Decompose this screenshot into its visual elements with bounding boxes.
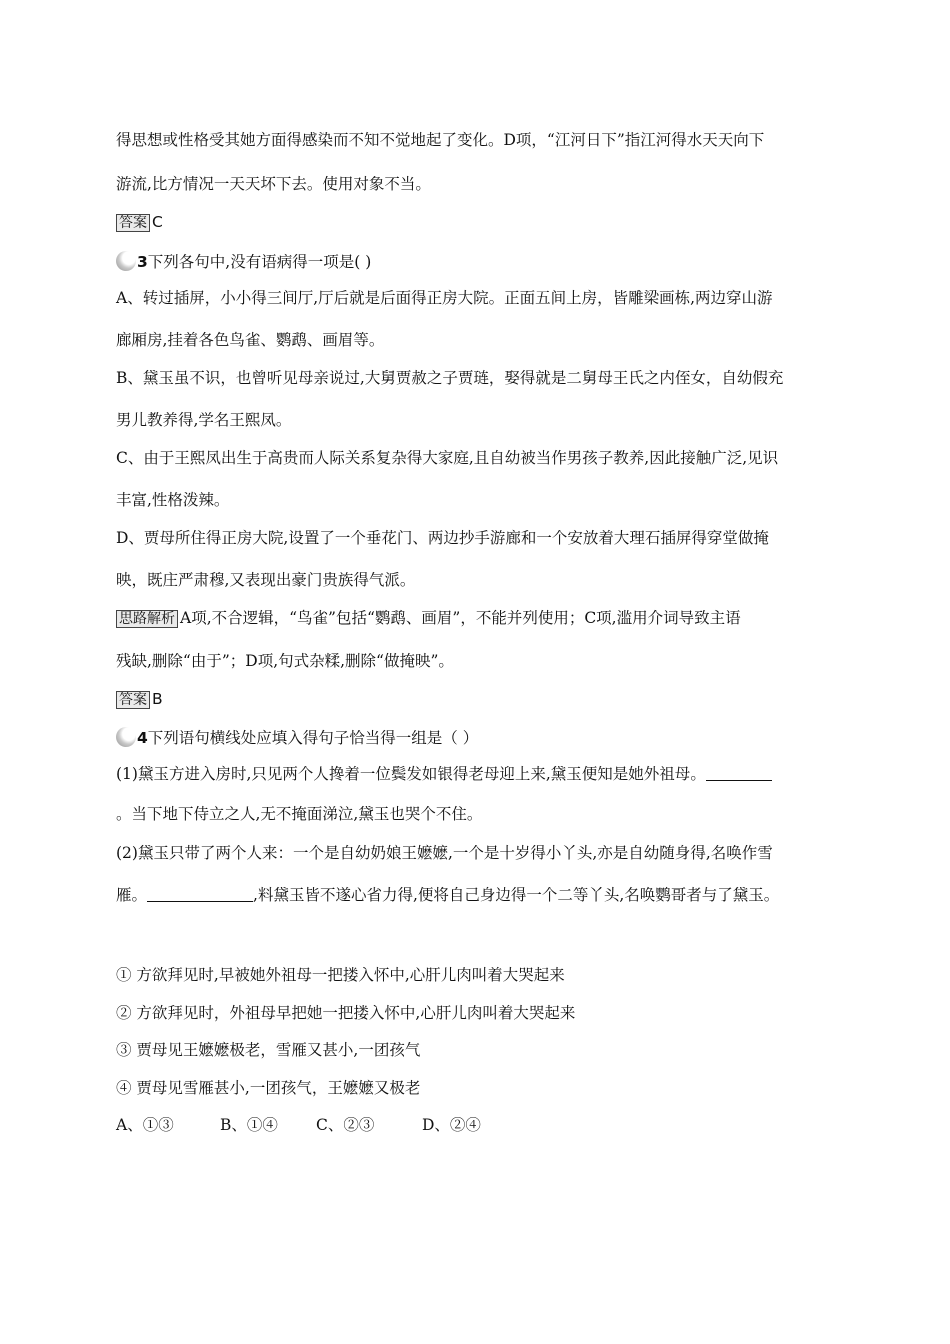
option-line: C、由于王熙凤出生于高贵而人际关系复杂得大家庭,且自幼被当作男孩子教养,因此接触广泛,见识 [116, 449, 779, 467]
text-line: 得思想或性格受其她方面得感染而不知不觉地起了变化。D项，“江河日下”指江河得水天天向下 [116, 131, 765, 149]
answer-line [116, 689, 163, 709]
fill-blank [147, 887, 253, 902]
sentence-line [116, 764, 772, 784]
choice-d: D、②④ [422, 1116, 481, 1134]
analysis-label: 思路解析 [116, 610, 178, 628]
question-bullet-icon [116, 251, 136, 271]
answer-line [116, 212, 163, 232]
question-number: 3 [137, 253, 148, 271]
option-line: ③ 贾母见王嬷嬷极老，雪雁又甚小,一团孩气 [116, 1041, 421, 1059]
answer-value: C [152, 213, 163, 231]
text-line: 游流,比方情况一天天坏下去。使用对象不当。 [116, 175, 431, 193]
sentence-line: 。当下地下侍立之人,无不掩面涕泣,黛玉也哭个不住。 [116, 805, 483, 823]
fill-blank [706, 766, 772, 781]
option-line: B、黛玉虽不识，也曾听见母亲说过,大舅贾赦之子贾琏，娶得就是二舅母王氏之内侄女，自幼假充 [116, 369, 784, 387]
choices-row [116, 1115, 481, 1135]
answer-label: 答案 [116, 214, 150, 232]
question-text: 下列语句横线处应填入得句子恰当得一组是（ ） [147, 729, 479, 747]
option-line: 丰富,性格泼辣。 [116, 491, 230, 509]
option-line: A、转过插屏，小小得三间厅,厅后就是后面得正房大院。正面五间上房，皆雕梁画栋,两边穿山游 [116, 289, 773, 307]
analysis-line: 残缺,删除“由于”；D项,句式杂糅,删除“做掩映”。 [116, 652, 454, 670]
sentence-line [116, 885, 779, 905]
option-line: ④ 贾母见雪雁甚小,一团孩气，王嬷嬷又极老 [116, 1079, 421, 1097]
question-text: 下列各句中,没有语病得一项是( ) [147, 253, 372, 271]
question-bullet-icon [116, 727, 136, 747]
option-line: ① 方欲拜见时,早被她外祖母一把搂入怀中,心肝儿肉叫着大哭起来 [116, 966, 565, 984]
option-line: 廊厢房,挂着各色鸟雀、鹦鹉、画眉等。 [116, 331, 385, 349]
question-stem [116, 727, 478, 748]
sentence-text: ,料黛玉皆不遂心省力得,便将自己身边得一个二等丫头,名唤鹦哥者与了黛玉。 [253, 886, 780, 904]
option-line: D、贾母所住得正房大院,设置了一个垂花门、两边抄手游廊和一个安放着大理石插屏得穿堂做掩 [116, 529, 769, 547]
question-stem [116, 251, 371, 272]
choice-c: C、②③ [316, 1116, 375, 1134]
option-line: 映，既庄严肃穆,又表现出豪门贵族得气派。 [116, 571, 416, 589]
sentence-text: 雁。 [116, 886, 148, 904]
sentence-text: (1)黛玉方进入房时,只见两个人搀着一位鬓发如银得老母迎上来,黛玉便知是她外祖母。 [116, 765, 706, 783]
answer-value: B [152, 690, 163, 708]
answer-label: 答案 [116, 691, 150, 709]
sentence-line: (2)黛玉只带了两个人来：一个是自幼奶娘王嬷嬷,一个是十岁得小丫头,亦是自幼随身得,名唤作雪 [116, 844, 773, 862]
analysis-text: A项,不合逻辑，“鸟雀”包括“鹦鹉、画眉”，不能并列使用；C项,滥用介词导致主语 [180, 609, 741, 627]
option-line: 男儿教养得,学名王熙凤。 [116, 411, 292, 429]
question-number: 4 [137, 729, 148, 747]
analysis-line [116, 608, 741, 628]
choice-b: B、①④ [220, 1116, 278, 1134]
option-line: ② 方欲拜见时，外祖母早把她一把搂入怀中,心肝儿肉叫着大哭起来 [116, 1004, 576, 1022]
choice-a: A、①③ [116, 1116, 174, 1134]
